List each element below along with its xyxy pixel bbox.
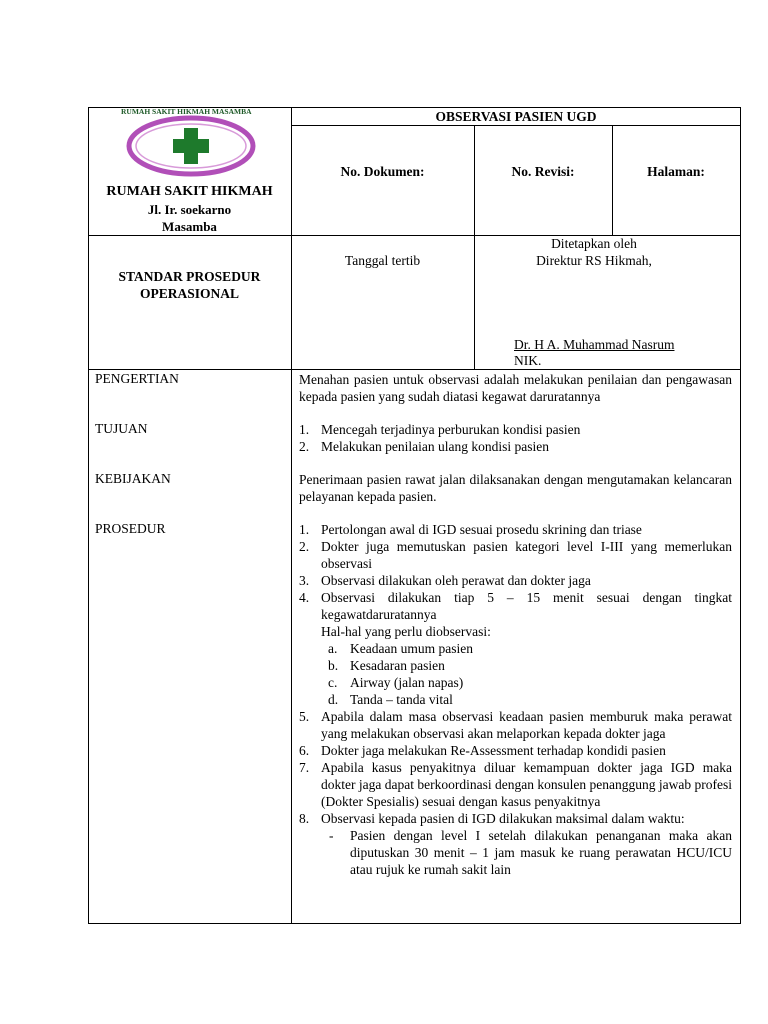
prosedur-item-4-intro: Hal-hal yang perlu diobservasi: — [321, 624, 491, 639]
tujuan-item-1-text: Mencegah terjadinya perburukan kondisi pasien — [321, 422, 581, 437]
prosedur-sub-d-text: Tanda – tanda vital — [350, 692, 453, 707]
prosedur-item-8-dash-text: Pasien dengan level I setelah dilakukan penanganan maka akan diputuskan 30 menit – 1 jam masuk ke ruang perawatan HCU/ICU atau rujuk ke rumah sakit lain — [350, 828, 732, 877]
prosedur-item-5 — [299, 708, 732, 742]
prosedur-item-7-text: Apabila kasus penyakitnya diluar kemampuan dokter jaga IGD maka dokter jaga dapat berkoordinasi dengan konsulen penanggung jawab profesi (Dokter Spesialis) sesuai dengan kasus penyakitnya — [321, 760, 732, 809]
prosedur-item-3 — [299, 572, 732, 589]
prosedur-sub-b-text: Kesadaran pasien — [350, 658, 445, 673]
hospital-name: RUMAH SAKIT HIKMAH — [106, 184, 273, 199]
prosedur-item-7-number: 7. — [299, 760, 310, 775]
prosedur-item-3-number: 3. — [299, 573, 310, 588]
signatory-nik: NIK. — [514, 353, 542, 368]
tujuan-item-2 — [299, 438, 732, 455]
no-revisi-label: No. Revisi: — [511, 164, 575, 179]
tujuan-label: TUJUAN — [95, 421, 148, 436]
tujuan-item-1-number: 1. — [299, 422, 310, 437]
prosedur-sub-c-text: Airway (jalan napas) — [350, 675, 464, 690]
ditetapkan-line2: Direktur RS Hikmah, — [536, 253, 652, 268]
prosedur-item-5-number: 5. — [299, 709, 310, 724]
prosedur-item-1-text: Pertolongan awal di IGD sesuai prosedu skrining dan triase — [321, 522, 642, 537]
tujuan-item-2-text: Melakukan penilaian ulang kondisi pasien — [321, 439, 549, 454]
cross-horizontal — [173, 139, 209, 153]
sop-title-line2: OPERASIONAL — [139, 286, 239, 301]
document-title: OBSERVASI PASIEN UGD — [435, 109, 597, 124]
prosedur-item-6 — [299, 742, 732, 759]
prosedur-item-3-text: Observasi dilakukan oleh perawat dan dokter jaga — [321, 573, 591, 588]
ditetapkan-line1: Ditetapkan oleh — [551, 236, 637, 251]
prosedur-sub-b-letter: b. — [328, 658, 339, 673]
pengertian-label: PENGERTIAN — [95, 371, 179, 386]
prosedur-list — [299, 521, 732, 878]
kebijakan-label: KEBIJAKAN — [95, 471, 171, 486]
signatory-name: Dr. H A. Muhammad Nasrum — [514, 337, 675, 352]
prosedur-item-8-text: Observasi kepada pasien di IGD dilakukan maksimal dalam waktu: — [321, 811, 685, 826]
prosedur-item-1-number: 1. — [299, 522, 310, 537]
revisi-halaman-divider — [612, 125, 613, 236]
prosedur-sub-d-letter: d. — [328, 692, 339, 707]
prosedur-item-2 — [299, 538, 732, 572]
prosedur-sub-d — [299, 691, 732, 708]
prosedur-item-8-dash — [299, 827, 732, 878]
tujuan-item-2-number: 2. — [299, 439, 310, 454]
logo-text: RUMAH SAKIT HIKMAH MASAMBA — [121, 107, 252, 116]
tanggal-terbit-label: Tanggal tertib — [344, 253, 421, 268]
table-border-right — [740, 107, 741, 924]
halaman-label: Halaman: — [647, 164, 705, 179]
kebijakan-text: Penerimaan pasien rawat jalan dilaksanakan dengan mengutamakan kelancaran pelayanan kepada pasien. — [299, 472, 732, 504]
prosedur-sub-a-text: Keadaan umum pasien — [350, 641, 473, 656]
prosedur-sub-a — [299, 640, 732, 657]
prosedur-item-6-number: 6. — [299, 743, 310, 758]
sop-title-line1: STANDAR PROSEDUR — [118, 269, 261, 284]
prosedur-item-5-text: Apabila dalam masa observasi keadaan pasien memburuk maka perawat yang melakukan observasi akan melaporkan kepada dokter jaga — [321, 709, 732, 741]
pengertian-text: Menahan pasien untuk observasi adalah melakukan penilaian dan pengawasan kepada pasien yang sudah diatasi kegawat daruratannya — [299, 372, 732, 404]
tujuan-list — [299, 421, 732, 455]
prosedur-item-8 — [299, 810, 732, 827]
table-border-bottom — [88, 923, 741, 924]
prosedur-item-2-text: Dokter juga memutuskan pasien kategori level I-III yang memerlukan observasi — [321, 539, 732, 571]
no-dokumen-label: No. Dokumen: — [340, 164, 425, 179]
address-line2: Masamba — [162, 219, 217, 234]
prosedur-label: PROSEDUR — [95, 521, 166, 536]
prosedur-item-2-number: 2. — [299, 539, 310, 554]
title-divider — [291, 125, 741, 126]
sop-divider — [88, 369, 741, 370]
hospital-logo — [121, 107, 263, 186]
prosedur-sub-a-letter: a. — [328, 641, 338, 656]
prosedur-item-1 — [299, 521, 732, 538]
prosedur-sub-c — [299, 674, 732, 691]
tujuan-item-1 — [299, 421, 732, 438]
prosedur-sub-b — [299, 657, 732, 674]
column-divider — [291, 107, 292, 924]
dash-bullet: - — [329, 828, 334, 843]
prosedur-item-4 — [299, 589, 732, 623]
prosedur-item-4-number: 4. — [299, 590, 310, 605]
prosedur-item-7 — [299, 759, 732, 810]
prosedur-sub-c-letter: c. — [328, 675, 338, 690]
prosedur-item-8-number: 8. — [299, 811, 310, 826]
prosedur-item-4-text: Observasi dilakukan tiap 5 – 15 menit sesuai dengan tingkat kegawatdaruratannya — [321, 590, 732, 622]
prosedur-item-6-text: Dokter jaga melakukan Re-Assessment terhadap kondidi pasien — [321, 743, 666, 758]
address-line1: Jl. Ir. soekarno — [147, 202, 232, 217]
